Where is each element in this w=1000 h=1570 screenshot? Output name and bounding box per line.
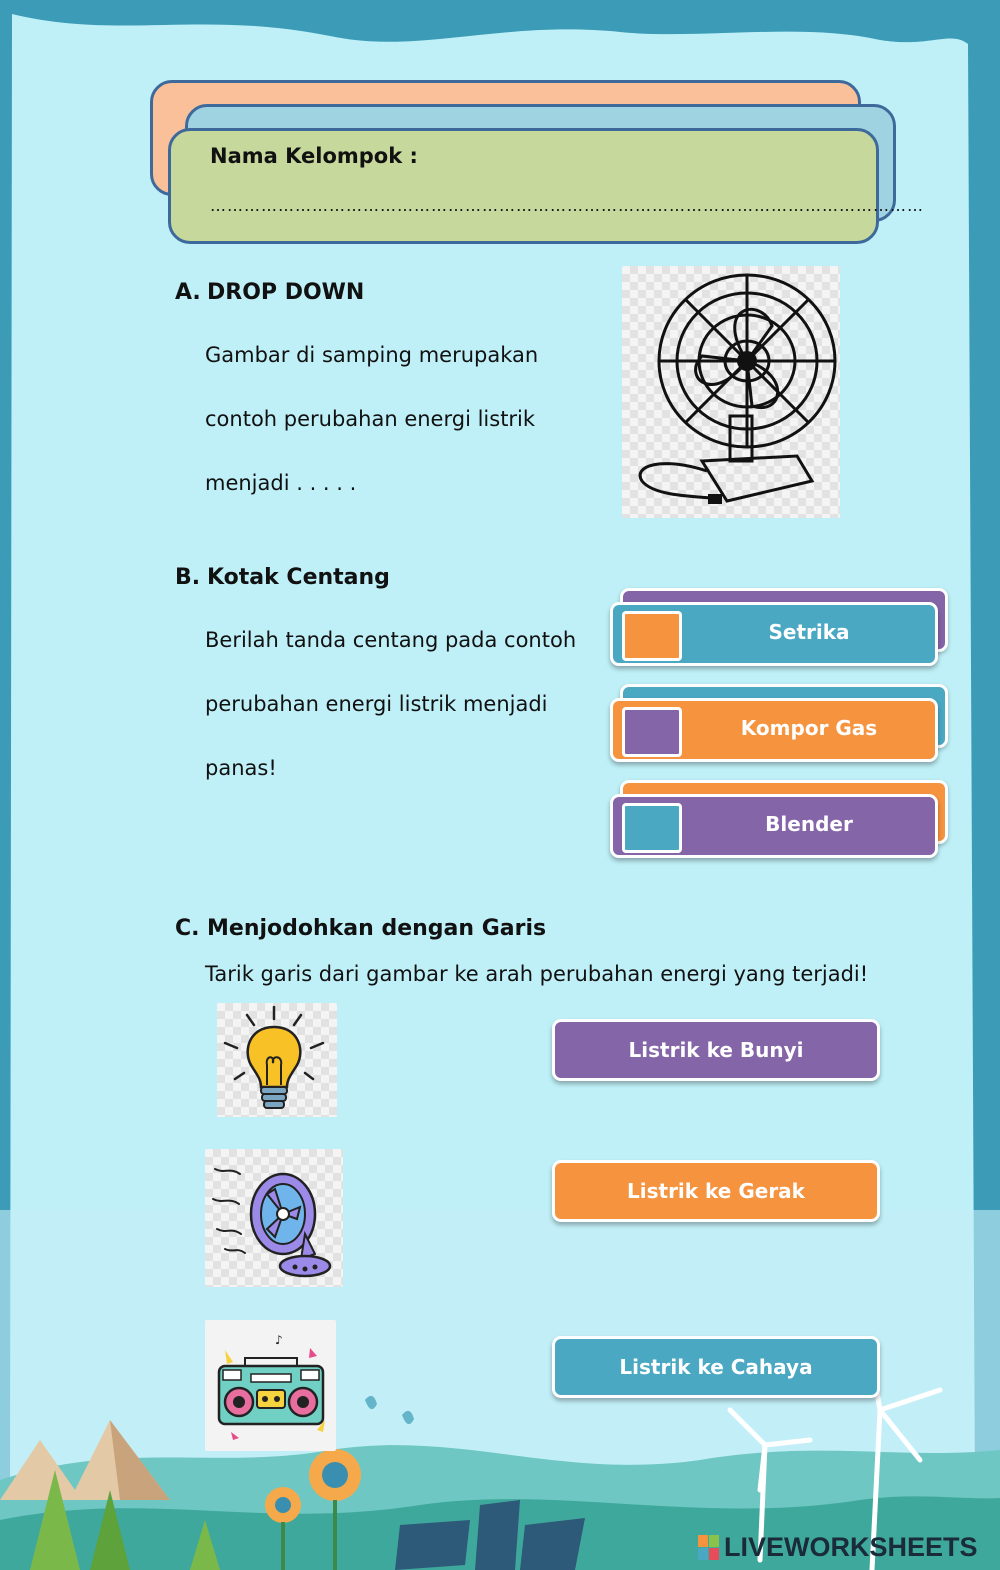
option-kompor-gas[interactable] — [610, 698, 938, 762]
checkbox-blender[interactable] — [622, 803, 682, 853]
section-b-line-3: panas! — [205, 756, 277, 780]
group-name-label: Nama Kelompok : — [210, 144, 418, 168]
section-b-line-1: Berilah tanda centang pada contoh — [205, 628, 577, 652]
boombox-icon — [205, 1320, 336, 1451]
option-blender-label: Blender — [765, 812, 853, 836]
light-bulb-image[interactable] — [217, 1003, 337, 1117]
checkbox-setrika[interactable] — [622, 611, 682, 661]
liveworksheets-brand[interactable]: LIVEWORKSHEETS — [724, 1532, 978, 1562]
section-c-letter: C. — [175, 916, 200, 941]
match-listrik-ke-gerak[interactable]: Listrik ke Gerak — [552, 1160, 880, 1222]
light-bulb-icon — [217, 1003, 337, 1117]
boombox-image[interactable] — [205, 1320, 336, 1451]
fan-drawing-icon — [622, 266, 840, 518]
option-blender[interactable] — [610, 794, 938, 858]
option-setrika[interactable] — [610, 602, 938, 666]
section-a-letter: A. — [175, 280, 201, 305]
fan-icon — [205, 1149, 343, 1287]
section-b-title — [175, 565, 390, 590]
checkbox-kompor-gas[interactable] — [622, 707, 682, 757]
section-c-title — [175, 916, 546, 941]
section-c-title-text: Menjodohkan dengan Garis — [207, 916, 547, 941]
match-listrik-ke-cahaya[interactable]: Listrik ke Cahaya — [552, 1336, 880, 1398]
option-kompor-gas-label: Kompor Gas — [740, 716, 878, 740]
svg-text:♪: ♪ — [275, 1333, 283, 1347]
section-a-line-1: Gambar di samping merupakan — [205, 343, 539, 367]
section-c-instruction: Tarik garis dari gambar ke arah perubahan energi yang terjadi! — [205, 962, 869, 986]
liveworksheets-logo-icon — [698, 1535, 720, 1561]
section-b-title-text: Kotak Centang — [207, 565, 390, 590]
match-listrik-ke-bunyi[interactable]: Listrik ke Bunyi — [552, 1019, 880, 1081]
option-setrika-label: Setrika — [768, 620, 850, 644]
section-a-title-text: DROP DOWN — [207, 280, 365, 305]
electric-fan-image — [622, 266, 840, 518]
section-a-line-3: menjadi . . . . . — [205, 471, 357, 495]
section-b-line-2: perubahan energi listrik menjadi — [205, 692, 548, 716]
section-b-letter: B. — [175, 565, 201, 590]
fan-image[interactable] — [205, 1149, 343, 1287]
group-name-field[interactable]: ……………………………………………………………………………………………………………… — [210, 196, 924, 215]
section-a-title — [175, 280, 364, 305]
section-a-line-2: contoh perubahan energi listrik — [205, 407, 536, 431]
